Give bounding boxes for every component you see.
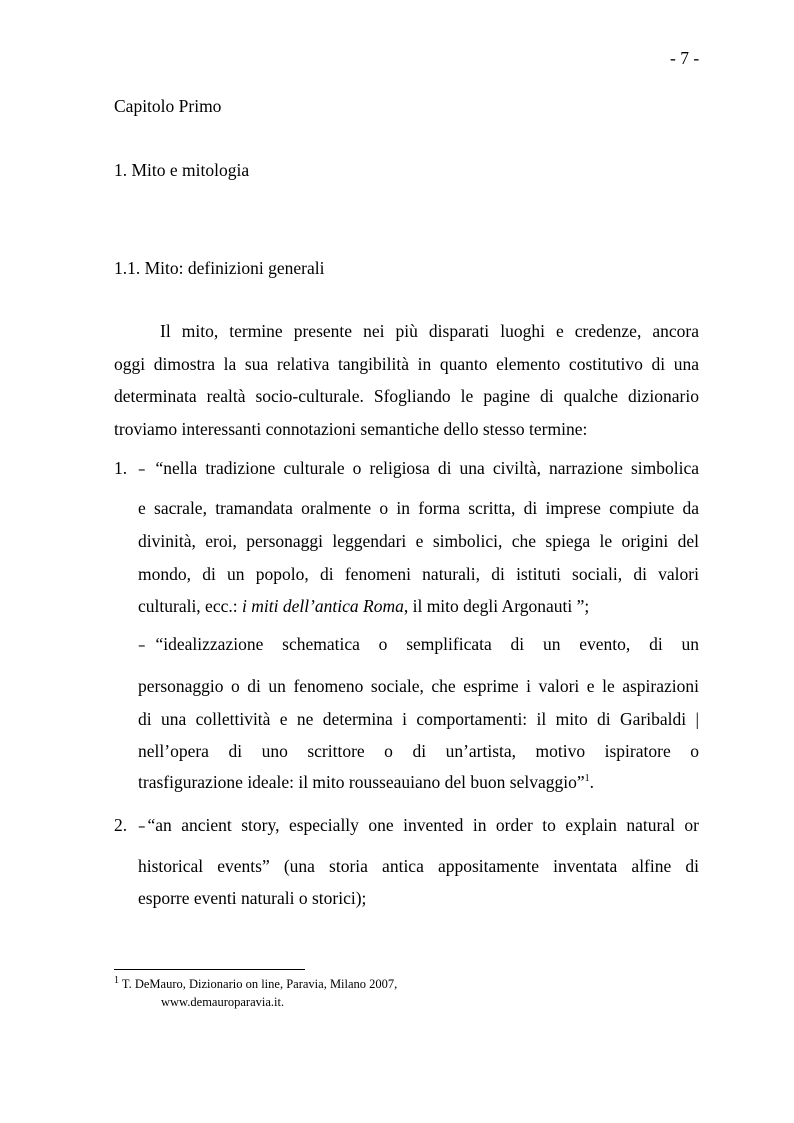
page-number: - 7 - [670,48,700,68]
dash-bullet: – [138,460,146,478]
footnote-ref: 1 [584,773,590,785]
definition-line: divinità, eroi, personaggi leggendari e simbolici, che spiega le origini del [138,531,699,551]
section-title: 1. Mito e mitologia [114,160,250,180]
definition-line: – “nella tradizione culturale o religiosa di una civiltà, narrazione simbolica [138,458,699,478]
definition-line: mondo, di un popolo, di fenomeni naturali, di istituti sociali, di valori [138,564,699,584]
intro-line: determinata realtà socio-culturale. Sfogliando le pagine di qualche dizionario [114,386,699,406]
definition-line: nell’opera di uno scrittore o di un’artista, motivo ispiratore o [138,741,699,761]
footnote-marker: 1 [114,974,119,986]
definition-line: historical events” (una storia antica appositamente inventata alfine di [138,856,699,876]
definition-line: trasfigurazione ideale: il mito rousseauiano del buon selvaggio”$^1$. [138,772,594,792]
footnote-url: www.demauroparavia.it. [161,995,285,1009]
italic-example: i miti dell’antica Roma [241,596,404,616]
definition-line: – “an ancient story, especially one invented in order to explain natural or [138,815,699,835]
definition-line: culturali, ecc.: i miti dell’antica Roma, il mito degli Argonauti ”; [138,596,590,616]
intro-line: troviamo interessanti connotazioni semantiche dello stesso termine: [114,419,588,439]
dash-bullet: – [138,817,146,835]
intro-line: Il mito, termine presente nei più disparati luoghi e credenze, ancora [160,321,699,341]
item-number: 2. [114,815,128,835]
definition-line: – “idealizzazione schematica o semplificata di un evento, di un [138,634,699,654]
footnote: $^1$ T. DeMauro, Dizionario on line, Paravia, Milano 2007, [114,974,398,991]
definition-line: e sacrale, tramandata oralmente o in forma scritta, di imprese compiute da [138,498,699,518]
subsection-title: 1.1. Mito: definizioni generali [114,258,325,278]
definition-line: di una collettività e ne determina i comportamenti: il mito di Garibaldi | [138,709,699,729]
intro-line: oggi dimostra la sua relativa tangibilità in quanto elemento costitutivo di una [114,354,699,374]
dash-bullet: – [138,636,146,654]
footnote-separator [114,969,305,970]
definition-line: personaggio o di un fenomeno sociale, che esprime i valori e le aspirazioni [138,676,699,696]
definition-line: esporre eventi naturali o storici); [138,888,367,908]
item-number: 1. [114,458,128,478]
chapter-title: Capitolo Primo [114,96,222,116]
